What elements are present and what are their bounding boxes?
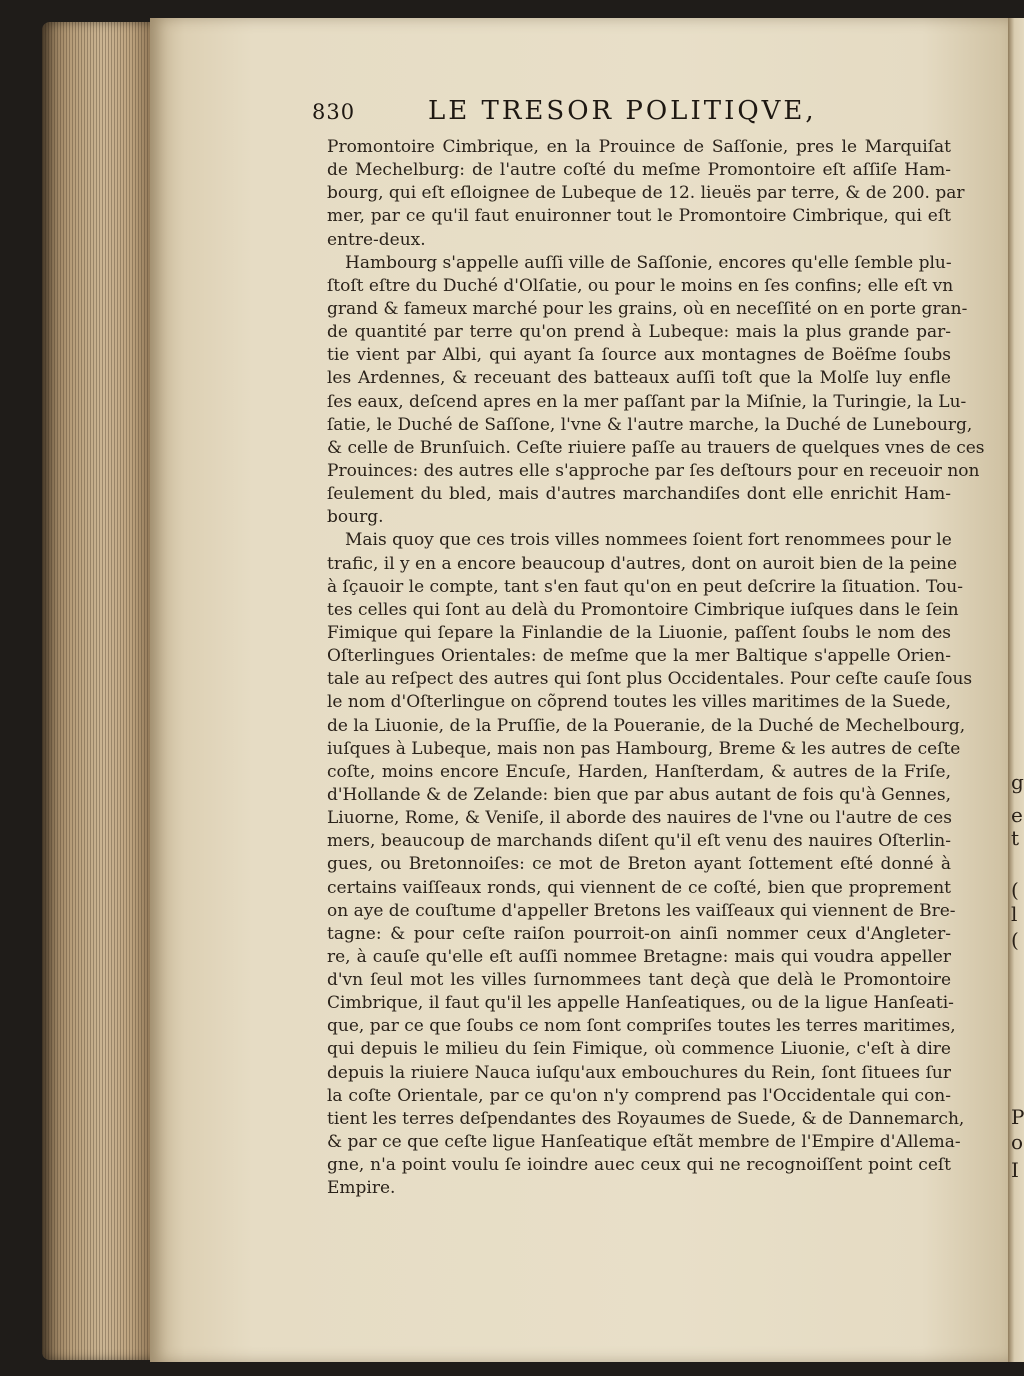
text-line: ſatie, le Duché de Saſſone, l'vne & l'autre marche, la Duché de Lunebourg, [327,414,973,435]
text-line: certains vaiſſeaux ronds, qui viennent de ce coſté, bien que proprement [327,877,951,898]
text-line: re, à cauſe qu'elle eſt auſſi nommee Bretagne: mais qui voudra appeller [327,946,951,967]
next-leaf-mark: ( [1011,928,1019,952]
text-line: le nom d'Oſterlingue on cõprend toutes les villes maritimes de la Suede, [327,692,951,713]
text-line: tale au reſpect des autres qui ſont plus Occidentales. Pour ceſte cauſe ſous [327,669,973,690]
text-line: tes celles qui ſont au delà du Promontoire Cimbrique iuſques dans le ſein [327,599,959,620]
text-line: gne, n'a point voulu ſe ioindre auec ceux qui ne recognoiſſent point ceſt [327,1155,951,1176]
page-header [312,96,842,132]
text-line: mers, beaucoup de marchands diſent qu'il eſt venu des nauires Oſterlin- [327,831,951,852]
text-line: à ſçauoir le compte, tant s'en faut qu'on en peut deſcrire la ſituation. Tou- [327,576,963,597]
next-leaf-mark: g [1011,770,1024,794]
text-line: Cimbrique, il faut qu'il les appelle Hanſeatiques, ou de la ligue Hanſeati- [327,993,954,1014]
next-page-edge [1008,18,1024,1362]
text-line: ſtoſt eſtre du Duché d'Olſatie, ou pour le moins en ſes confins; elle eſt vn [327,275,954,296]
next-leaf-mark: ( [1011,878,1019,902]
text-line: de Mechelburg: de l'autre coſté du meſme Promontoire eſt aſſiſe Ham- [327,160,951,181]
text-line: mer, par ce qu'il faut enuironner tout le Promontoire Cimbrique, qui eſt [327,206,951,227]
text-line: Liuorne, Rome, & Veniſe, il aborde des nauires de l'vne ou l'autre de ces [327,808,952,829]
running-title: LE TRESOR POLITIQVE, [428,96,817,126]
text-line: ſes eaux, deſcend apres en la mer paſſant par la Miſnie, la Turingie, la Lu- [327,391,967,412]
text-line: d'vn ſeul mot les villes ſurnommees tant deçà que delà le Promontoire [327,970,951,991]
text-line: tagne: & pour ceſte raiſon pourroit-on ainſi nommer ceux d'Angleter- [327,923,951,944]
next-leaf-mark: l [1011,902,1018,926]
next-leaf-mark: e [1011,803,1023,827]
next-leaf-mark: o [1011,1130,1024,1154]
text-line: Promontoire Cimbrique, en la Prouince de Saſſonie, pres le Marquiſat [327,137,951,157]
next-leaf-mark: I [1011,1158,1019,1182]
text-line: de quantité par terre qu'on prend à Lubeque: mais la plus grande par- [327,322,951,343]
text-line: & par ce que ceſte ligue Hanſeatique eſtãt membre de l'Empire d'Allema- [327,1132,961,1153]
text-line: Fimique qui ſepare la Finlandie de la Liuonie, paſſent ſoubs le nom des [327,622,951,643]
next-leaf-mark: P [1011,1105,1024,1129]
text-line: & celle de Brunſuich. Ceſte riuiere paſſe au trauers de quelques vnes de ces [327,437,985,458]
text-line: bourg, qui eſt eſloignee de Lubeque de 12. lieuës par terre, & de 200. par [327,183,965,204]
text-line: Hambourg s'appelle auſſi ville de Saſſonie, encores qu'elle ſemble plu- [345,252,952,273]
text-line: Oſterlingues Orientales: de meſme que la mer Baltique s'appelle Orien- [327,646,951,667]
text-line: qui depuis le milieu du ſein Fimique, où commence Liuonie, c'eſt à dire [327,1039,951,1060]
next-leaf-mark: t [1011,826,1020,850]
text-line: Empire. [327,1178,396,1199]
text-line: ſeulement du bled, mais d'autres marchandiſes dont elle enrichit Ham- [327,484,951,505]
text-line: les Ardennes, & receuant des batteaux auſſi toſt que la Molſe luy enfle [327,368,951,389]
book-fore-edge [42,22,154,1360]
text-line: grand & fameux marché pour les grains, où en neceſſité on en porte gran- [327,298,968,319]
text-line: d'Hollande & de Zelande: bien que par abus autant de fois qu'à Gennes, [327,784,951,805]
text-line: Mais quoy que ces trois villes nommees ſoient fort renommees pour le [345,530,952,551]
text-line: que, par ce que ſoubs ce nom ſont compriſes toutes les terres maritimes, [327,1016,956,1037]
text-line: on aye de couſtume d'appeller Bretons les vaiſſeaux qui viennent de Bre- [327,900,956,921]
text-line: de la Liuonie, de la Pruſſie, de la Poueranie, de la Duché de Mechelbourg, [327,715,966,736]
text-line: iuſques à Lubeque, mais non pas Hambourg, Breme & les autres de ceſte [327,738,961,759]
body-text [327,136,985,1200]
text-line: trafic, il y en a encore beaucoup d'autres, dont on auroit bien de la peine [327,553,958,574]
text-line: tie vient par Albi, qui ayant ſa ſource aux montagnes de Boëſme ſoubs [327,345,951,366]
text-line: depuis la riuiere Nauca iuſqu'aux embouchures du Rein, ſont ſituees ſur [327,1062,951,1083]
text-line: bourg. [327,507,384,528]
text-line: Prouinces: des autres elle s'approche par ſes deſtours pour en receuoir non [327,460,980,481]
text-line: gues, ou Bretonnoiſes: ce mot de Breton ayant ſottement eſté donné à [327,854,951,875]
text-line: la coſte Orientale, par ce qu'on n'y comprend pas l'Occidentale qui con- [327,1085,951,1106]
text-line: coſte, moins encore Encuſe, Harden, Hanſterdam, & autres de la Friſe, [327,761,951,782]
page-number: 830 [312,100,356,124]
text-line: tient les terres deſpendantes des Royaumes de Suede, & de Dannemarch, [327,1108,965,1129]
text-line: entre-deux. [327,229,426,250]
